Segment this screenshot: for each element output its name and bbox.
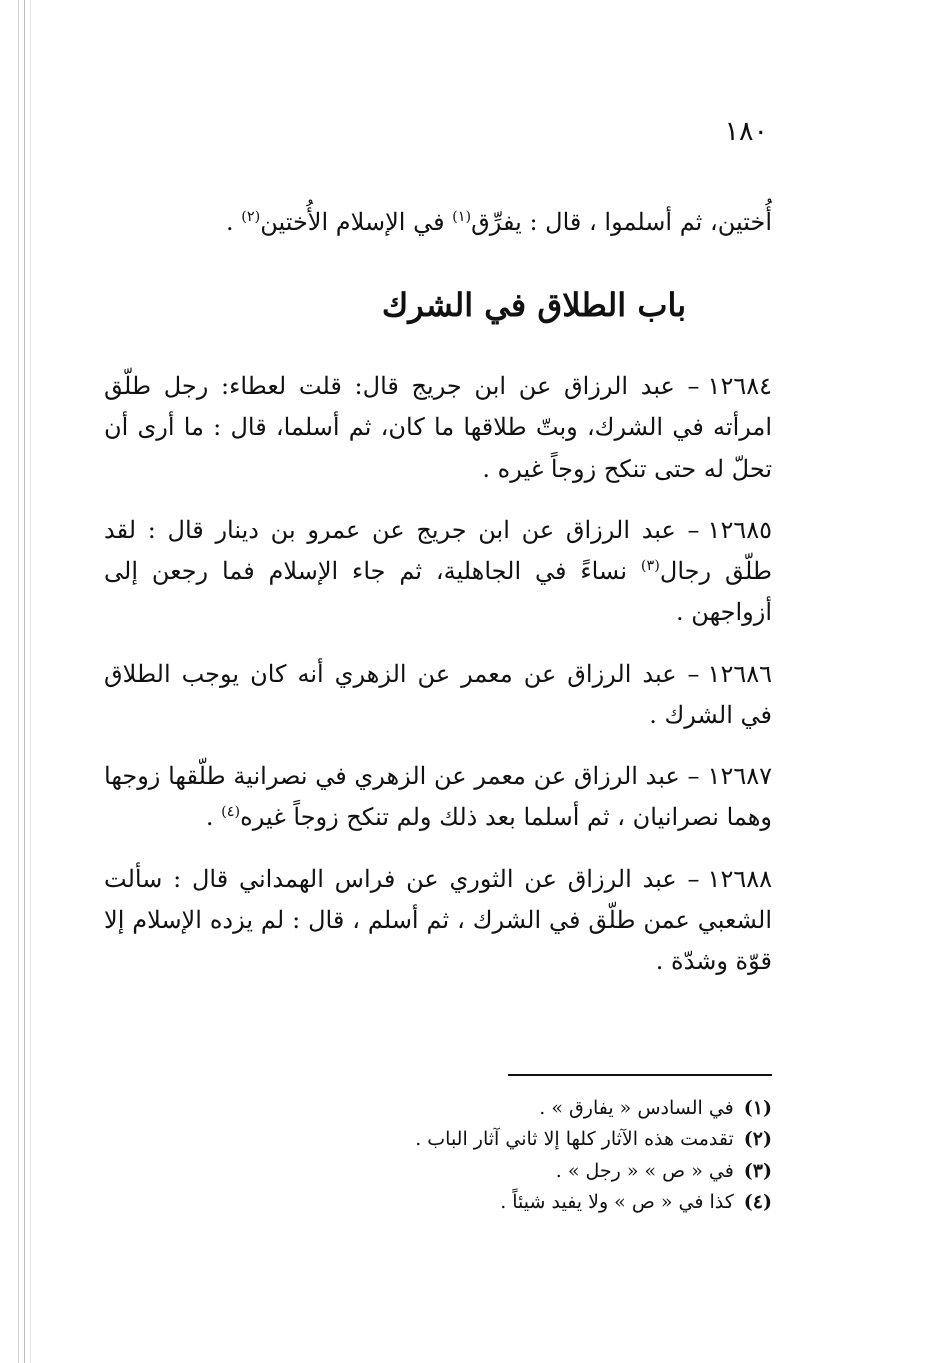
hadith-text: – عبد الرزاق عن ابن جريج قال: قلت لعطاء: رجل طلّق امرأته في الشرك، وبتّ طلاقها ما كان، ثم أسلما، قال : ما أرى أن تحلّ له حتى تنكح زوجاً غيره . <box>104 372 772 483</box>
continuation-text-part: . <box>225 208 242 236</box>
continuation-text-part: أُختين، ثم أسلموا ، قال : يفرِّق <box>471 208 772 236</box>
hadith-text: – عبد الرزاق عن الثوري عن فراس الهمداني قال : سألت الشعبي عمن طلّق في الشرك ، ثم أسلم ، قال : لم يزده الإسلام إلا قوّة وشدّة . <box>104 864 772 976</box>
footnote-number: (٤) <box>743 1191 772 1214</box>
footnote-separator <box>508 1074 772 1076</box>
continuation-text-part: في الإسلام الأُختين <box>260 208 453 236</box>
section-title: باب الطلاق في الشرك <box>381 286 687 324</box>
footnote <box>104 1157 772 1186</box>
hadith-entry <box>104 756 772 839</box>
footnote-text: تقدمت هذه الآثار كلها إلا ثاني آثار الباب . <box>415 1128 734 1151</box>
hadith-text: . <box>205 803 222 832</box>
hadith-entry <box>104 859 772 983</box>
footnote-text: في السادس « يفارق » . <box>539 1097 734 1119</box>
footnote-number: (٣) <box>743 1159 772 1182</box>
footnote-number: (١) <box>743 1097 772 1119</box>
footnote-number: (٢) <box>743 1128 772 1151</box>
hadith-number: ١٢٦٨٥ <box>707 515 772 544</box>
footnote <box>104 1188 772 1217</box>
hadith-number: ١٢٦٨٨ <box>707 864 772 893</box>
footnote <box>104 1125 772 1154</box>
hadith-number: ١٢٦٨٦ <box>707 659 772 688</box>
continuation-text <box>104 202 772 243</box>
hadith-entries <box>104 366 772 1002</box>
footnote-reference: (٢) <box>241 209 261 225</box>
page-edge-line <box>18 0 19 1363</box>
footnotes-list <box>104 1094 772 1220</box>
footnote-reference: (٣) <box>640 558 660 575</box>
hadith-text: نساءً في الجاهلية، ثم جاء الإسلام فما رجعن إلى أزواجهن . <box>104 557 772 627</box>
hadith-text: – عبد الرزاق عن ابن جريج عن عمرو بن دينار قال : لقد طلّق رجال <box>104 515 772 586</box>
hadith-entry <box>104 510 772 634</box>
footnote-text: كذا في « ص » ولا يفيد شيئاً . <box>500 1191 734 1214</box>
page-number: ١٨٠ <box>724 116 768 147</box>
page-edge-line <box>24 0 25 1363</box>
footnote <box>104 1094 772 1123</box>
footnote-reference: (٤) <box>221 804 241 821</box>
hadith-number: ١٢٦٨٧ <box>707 762 772 791</box>
hadith-entry <box>104 366 772 490</box>
hadith-entry <box>104 654 772 737</box>
hadith-number: ١٢٦٨٤ <box>707 372 772 400</box>
footnote-reference: (١) <box>452 209 472 225</box>
footnote-text: في « ص » « رجل » . <box>555 1159 734 1182</box>
page-edge-line <box>30 0 31 1363</box>
hadith-text: – عبد الرزاق عن معمر عن الزهري أنه كان يوجب الطلاق في الشرك . <box>104 659 772 729</box>
hadith-text: – عبد الرزاق عن معمر عن الزهري في نصرانية طلّقها زوجها وهما نصرانيان ، ثم أسلما بعد ذلك ولم تنكح زوجاً غيره <box>104 762 772 832</box>
